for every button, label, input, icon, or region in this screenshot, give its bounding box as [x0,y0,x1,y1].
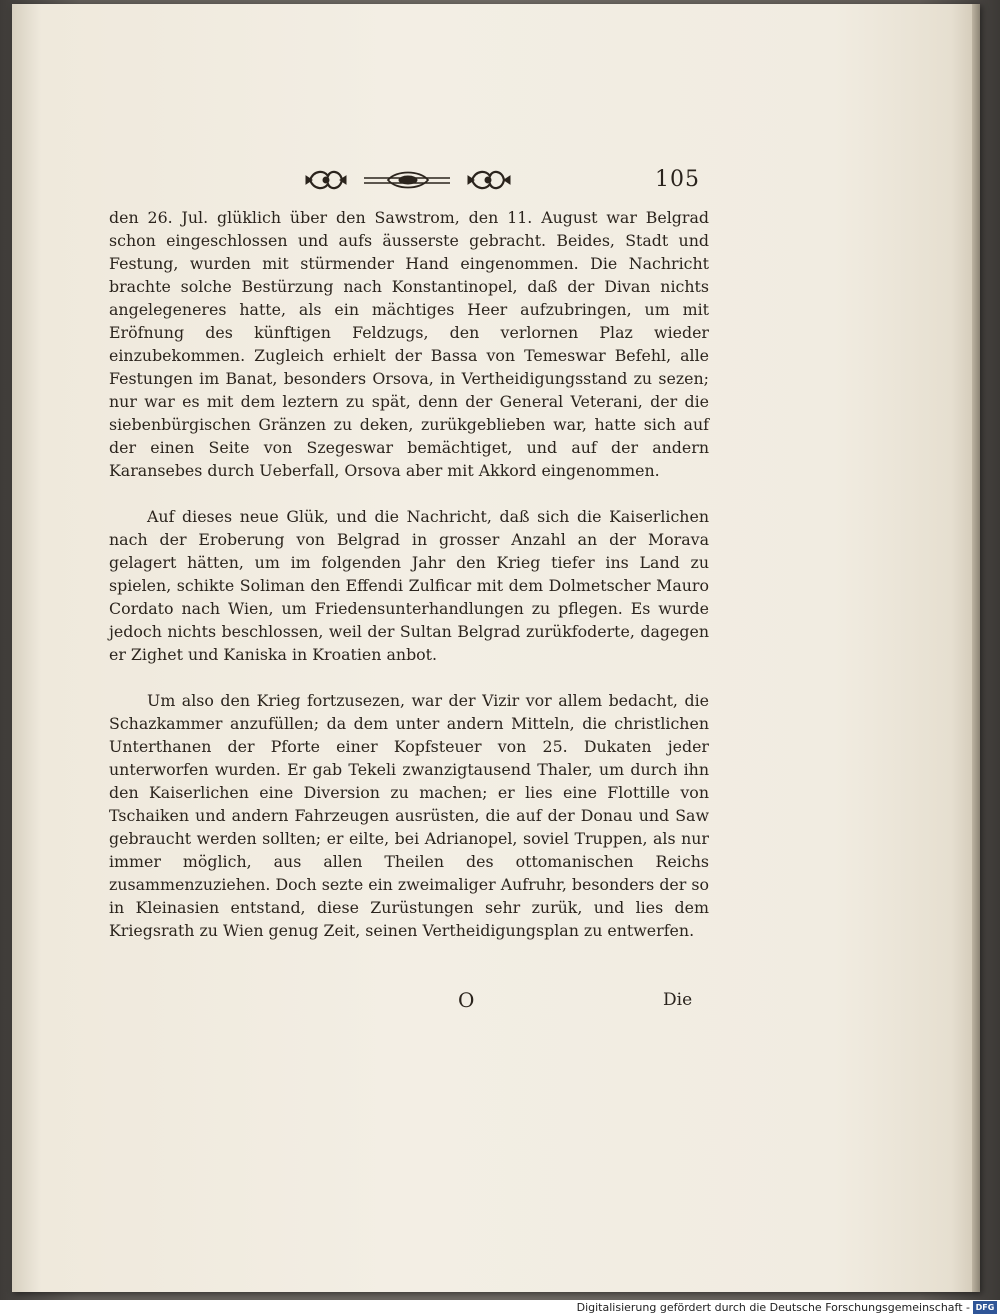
page-number: 105 [655,167,700,192]
signature-mark: O [458,988,475,1012]
paragraph: Um also den Krieg fortzusezen, war der Vizir vor allem bedacht, die Schazkammer anzufüllen; da dem unter andern Mitteln, die christlichen Unterthanen der Pforte einer Kopfsteuer von 25. Dukaten jeder unterworfen wurden. Er gab Tekeli zwanzigtausend Thaler, um durch ihn den Kaiserlichen eine Diversion zu machen; er lies eine Flottille von Tschaiken und andern Fahrzeugen ausrüsten, die auf der Donau und Saw gebraucht werden sollten; er eilte, bei Adrianopel, soviel Truppen, als nur immer möglich, aus allen Theilen des ottomanischen Reichs zusammenzuziehen. Doch sezte ein zweimaliger Aufruhr, besonders der so in Kleinasien entstand, diese Zurüstungen sehr zurük, und lies dem Kriegsrath zu Wien genug Zeit, seinen Vertheidigungsplan zu entwerfen. [109,691,709,940]
paragraph: Auf dieses neue Glük, und die Nachricht, daß sich die Kaiserlichen nach der Eroberung von Belgrad in grosser Anzahl an der Morava gelagert hätten, um im folgenden Jahr den Krieg tiefer ins Land zu spielen, schikte Soliman den Effendi Zulficar mit dem Dolmetscher Mauro Cordato nach Wien, um Friedensunterhandlungen zu pflegen. Es wurde jedoch nichts beschlossen, weil der Sultan Belgrad zurükfoderte, dagegen er Zighet und Kaniska in Kroatien anbot. [109,507,709,664]
printer-ornament-icon [300,166,520,194]
catchword: Die [663,990,693,1010]
footer-credit: Digitalisierung gefördert durch die Deutsche Forschungsgemeinschaft - [576,1301,970,1314]
page-edge [972,4,980,1292]
paragraph: den 26. Jul. glüklich über den Sawstrom, den 11. August war Belgrad schon eingeschlossen und aufs äusserste gebracht. Beides, Stadt und Festung, wurden mit stürmender Hand eingenommen. Die Nachricht brachte solche Bestürzung nach Konstantinopel, daß der Divan nichts angelegeneres hatte, als ein mächtiges Heer aufzubringen, um mit Eröfnung des künftigen Feldzugs, den verlornen Plaz wieder einzubekommen. Zugleich erhielt der Bassa von Temeswar Befehl, alle Festungen im Banat, besonders Orsova, in Vertheidigungsstand zu sezen; nur war es mit dem leztern zu spät, denn der General Veterani, der die siebenbürgischen Gränzen zu deken, zurükgeblieben war, hatte sich auf der einen Seite von Szegeswar bemächtiget, und auf der andern Karansebes durch Ueberfall, Orsova aber mit Akkord eingenommen. [109,208,709,480]
body-text [109,206,709,942]
dfg-logo: DFG [973,1301,997,1314]
